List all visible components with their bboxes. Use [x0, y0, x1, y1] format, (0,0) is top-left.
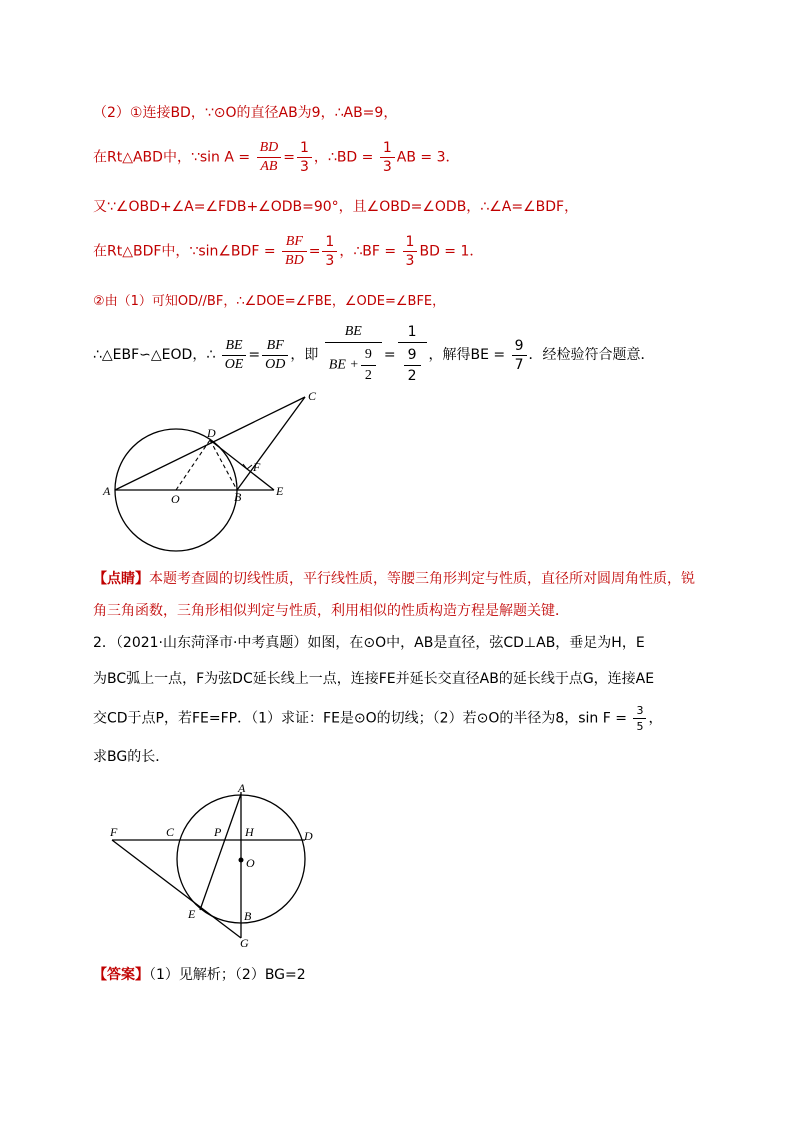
figure2-line-ae — [200, 794, 241, 910]
problem2-line-3 — [93, 704, 662, 733]
problem2-line-1: 2．（2021·山东菏泽市·中考真题）如图，在⊙O中，AB是直径，弦CD⊥AB，垂足为H，E — [93, 635, 645, 651]
fraction-three-fifths: $\frac{3}{5}$ — [633, 704, 646, 733]
figure1-dashed-db — [210, 440, 237, 490]
figure2-label-o: O — [246, 856, 255, 870]
figure2-label-b: B — [244, 909, 252, 923]
figure1-label-e: E — [276, 484, 284, 498]
answer-tag: 【答案】 — [93, 967, 149, 983]
line6-suffix: ．经检验符合题意． — [528, 347, 655, 363]
figure2-label-c: C — [166, 825, 175, 839]
figure2-center-dot — [239, 858, 244, 863]
solution-line-6: ∴△EBF∽△EOD，∴ $\frac{BE}{OE}$ = $\frac{BF}{OD}$ ，即 BE BE + $\frac{9}{2}$ = $\frac{1}{\frac{9}{2}}$ ，解得BE = $\frac{9}{7}$ ．经检验符合题意． — [93, 322, 655, 388]
line4-suffix: BD = 1． — [419, 243, 484, 260]
line6-mid: ，即 — [290, 347, 319, 363]
fraction-be-oe: $\frac{BE}{OE}$ — [222, 338, 247, 373]
solution-line-1: （2）①连接BD，∵⊙O的直径AB为9，∴AB=9， — [93, 105, 398, 121]
figure2-label-p: P — [214, 825, 222, 839]
line2-suffix: AB = 3． — [396, 149, 460, 166]
figure-1-diagram — [100, 385, 330, 555]
figure1-label-d: D — [207, 426, 216, 440]
problem2-line3-suffix: ， — [648, 710, 663, 727]
fraction-bf-od: $\frac{BF}{OD}$ — [262, 338, 288, 373]
line4-mid: ，∴BF = — [339, 243, 397, 260]
figure1-line-bc — [237, 397, 305, 490]
fraction-nine-sevenths: $\frac{9}{7}$ — [512, 338, 527, 373]
answer-line — [93, 964, 306, 984]
comment-line-1 — [93, 568, 695, 588]
fraction-one-third-c: $\frac{1}{3}$ — [322, 234, 337, 269]
figure2-label-e: E — [188, 907, 196, 921]
problem2-line-2: 为BC弧上一点，F为弦DC延长线上一点，连接FE并延长交直径AB的延长线于点G，连接AE — [93, 671, 655, 687]
problem2-line3-prefix: 交CD于点P，若FE=FP．（1）求证：FE是⊙O的切线；（2）若⊙O的半径为8，sin F = — [93, 710, 627, 727]
figure-2-diagram — [100, 780, 330, 955]
line6-solve: ，解得BE = — [428, 347, 506, 363]
line2-mid: ，∴BD = — [313, 149, 374, 166]
figure2-label-h: H — [245, 825, 254, 839]
solution-line-2: 在Rt△ABD中，∵sin A = $\frac{BD}{AB}$ = $\frac{1}{3}$ ，∴BD = $\frac{1}{3}$ AB = 3． — [93, 140, 460, 175]
fraction-one-third-d: $\frac{1}{3}$ — [403, 234, 418, 269]
figure2-label-g: G — [240, 936, 249, 950]
solution-line-4: 在Rt△BDF中，∵sin∠BDF = $\frac{BF}{BD}$ = $\frac{1}{3}$ ，∴BF = $\frac{1}{3}$ BD = 1． — [93, 234, 484, 269]
figure2-label-f: F — [110, 825, 118, 839]
figure1-dashed-od — [176, 440, 210, 490]
comment-text-1: 本题考查圆的切线性质，平行线性质，等腰三角形判定与性质，直径所对圆周角性质，锐 — [149, 571, 695, 587]
solution-line-3: 又∵∠OBD+∠A=∠FDB+∠ODB=90°，且∠OBD=∠ODB，∴∠A=∠BDF， — [93, 199, 579, 215]
figure2-label-d: D — [304, 829, 313, 843]
comment-line-2: 角三角函数，三角形相似判定与性质，利用相似的性质构造方程是解题关键． — [93, 603, 569, 619]
comment-tag: 【点睛】 — [93, 571, 149, 587]
problem2-line-4: 求BG的长． — [93, 749, 170, 765]
figure1-line-ac — [115, 397, 305, 490]
figure1-label-a: A — [103, 484, 111, 498]
fraction-be-over-be-plus: BE BE + $\frac{9}{2}$ — [325, 322, 382, 388]
fraction-one-third-b: $\frac{1}{3}$ — [380, 140, 395, 175]
fraction-one-over-nine-halves: $\frac{1}{\frac{9}{2}}$ — [398, 322, 427, 388]
line4-prefix: 在Rt△BDF中，∵sin∠BDF = — [93, 243, 276, 260]
line6-prefix: ∴△EBF∽△EOD，∴ — [93, 347, 216, 363]
figure1-label-c: C — [308, 389, 317, 403]
figure1-label-o: O — [171, 492, 180, 506]
figure2-label-a: A — [238, 781, 246, 795]
solution-line-5: ②由（1）可知OD//BF，∴∠DOE=∠FBE，∠ODE=∠BFE， — [93, 294, 446, 309]
fraction-one-third: $\frac{1}{3}$ — [297, 140, 312, 175]
line2-prefix: 在Rt△ABD中，∵sin A = — [93, 149, 251, 166]
figure1-label-b: B — [234, 490, 242, 504]
fraction-bd-ab: $\frac{BD}{AB}$ — [257, 140, 282, 175]
answer-text: （1）见解析；（2）BG=2 — [149, 967, 306, 983]
figure1-label-f: F — [253, 460, 261, 474]
fraction-bf-bd: $\frac{BF}{BD}$ — [282, 234, 307, 269]
